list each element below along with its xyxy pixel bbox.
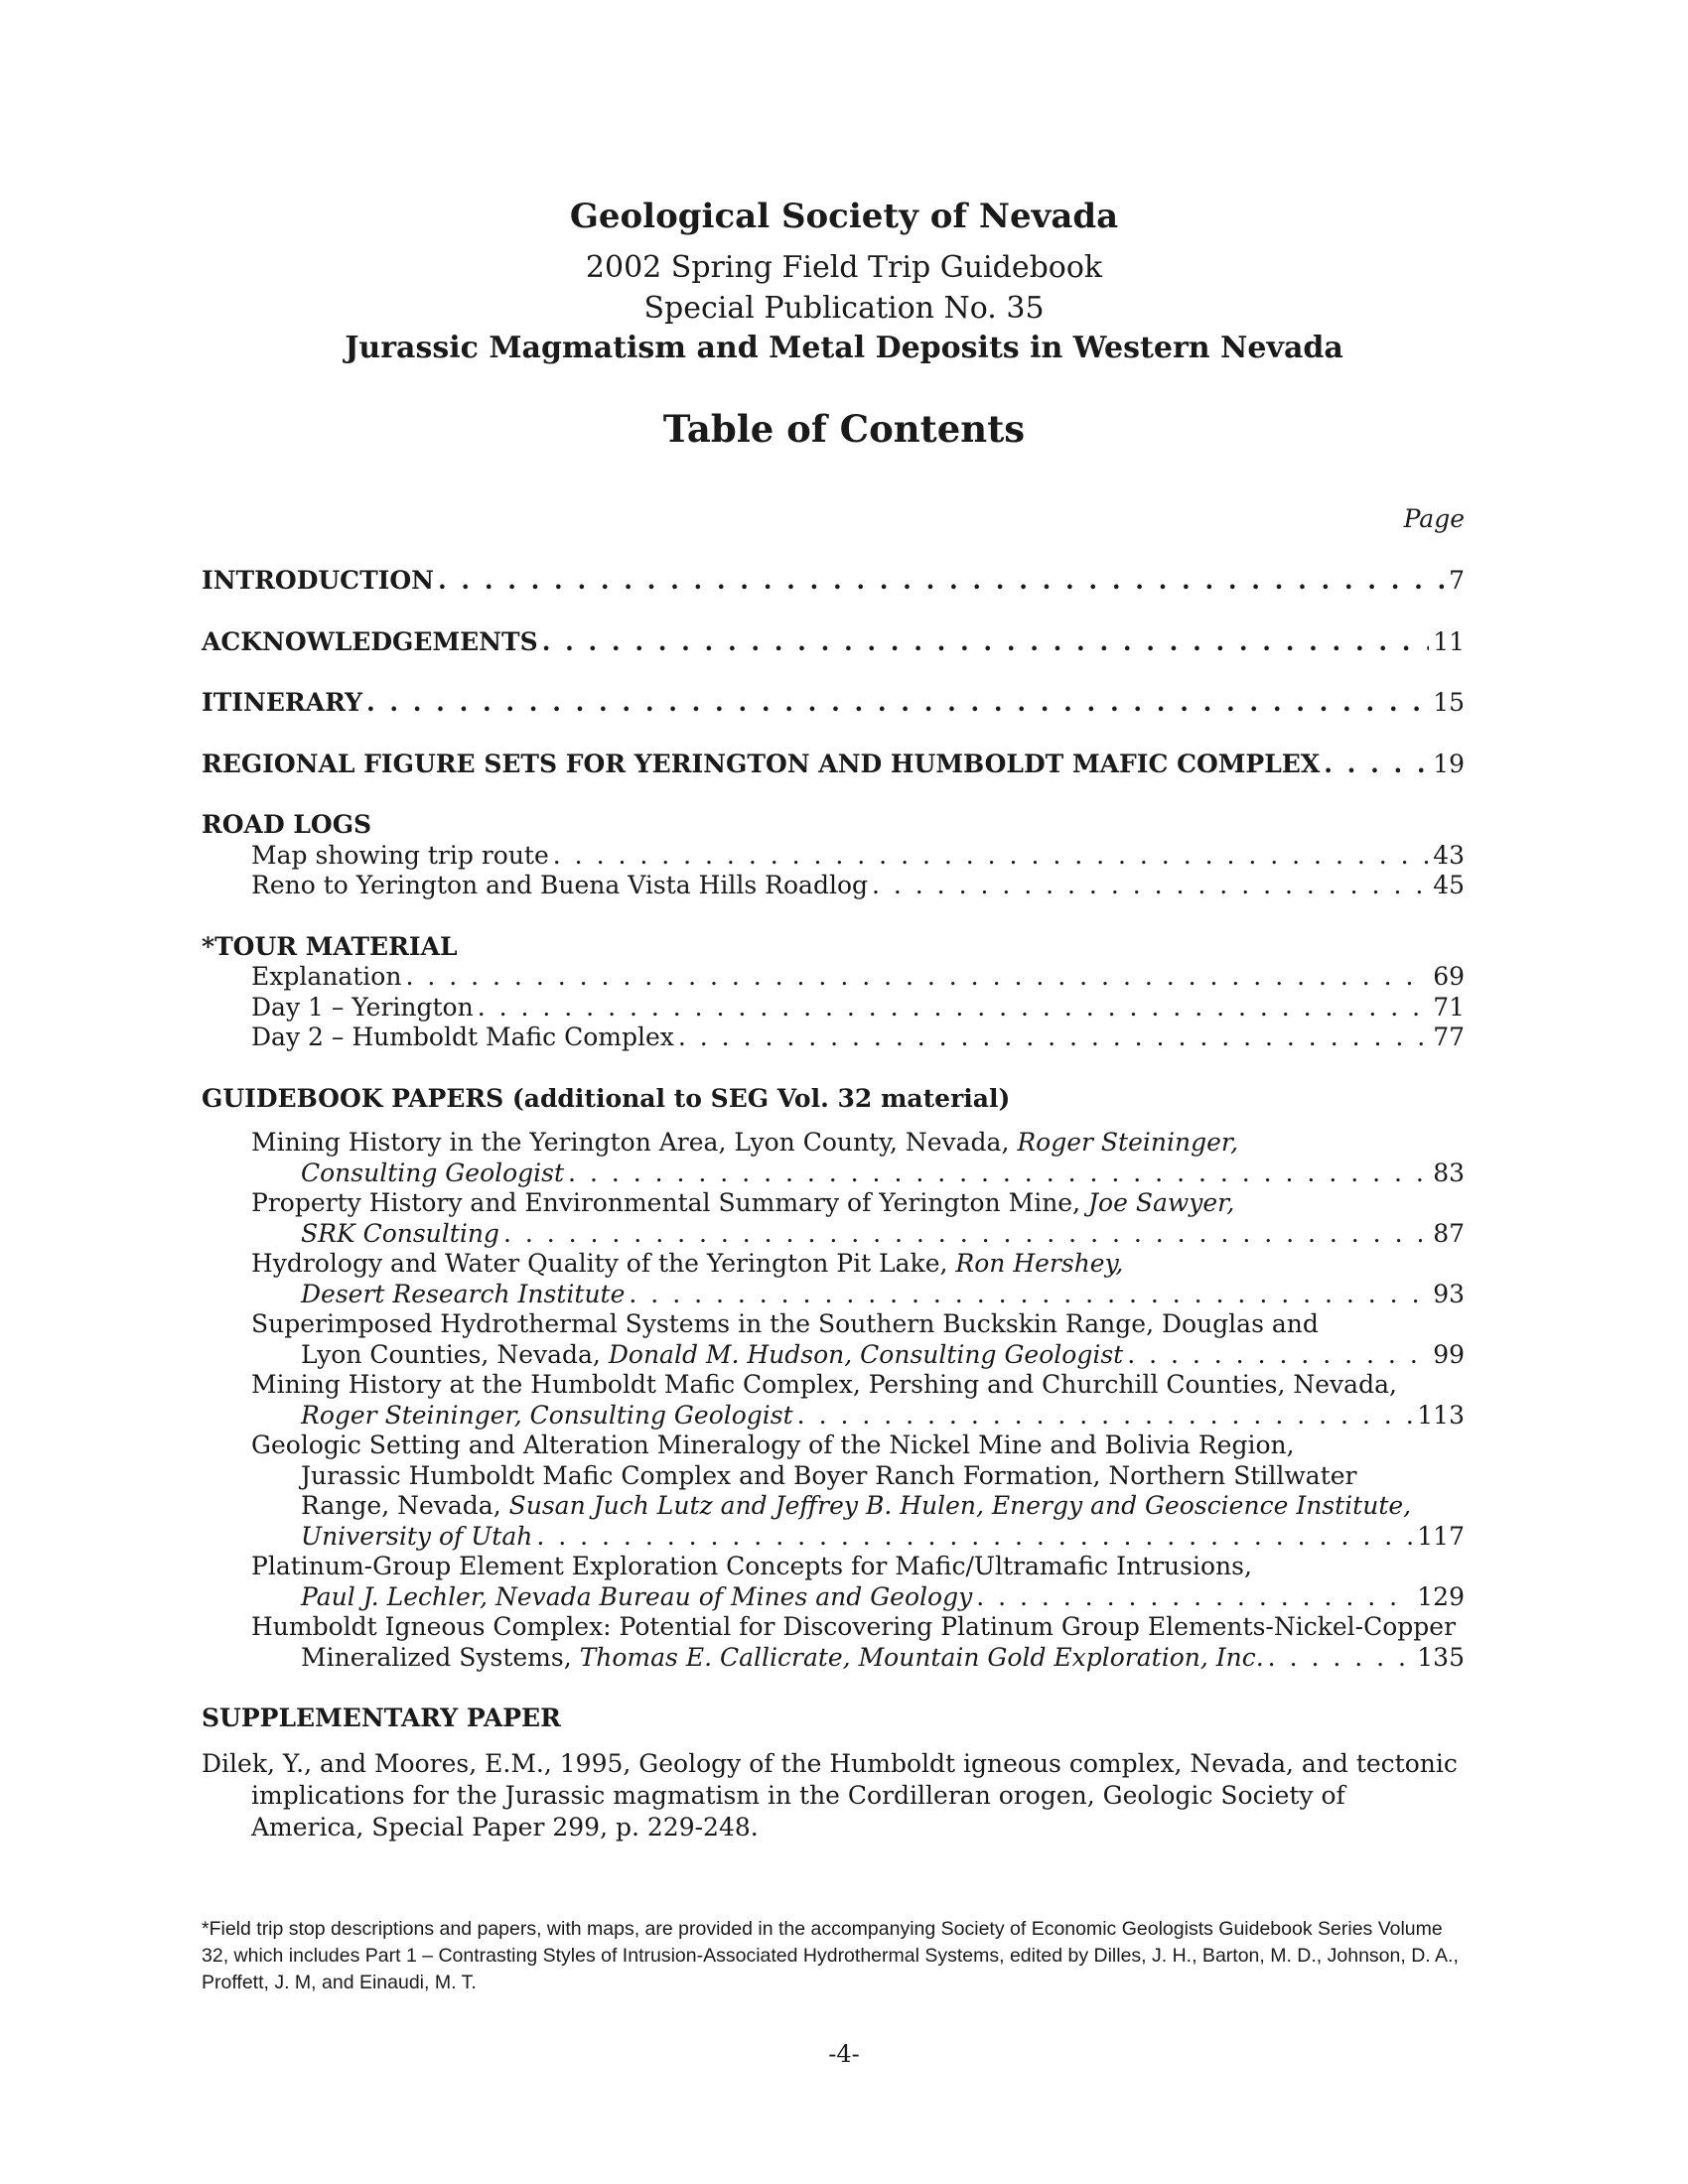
paper-author: Donald M. Hudson, Consulting Geologist: [608, 1339, 1124, 1369]
paper-title: Range, Nevada,: [301, 1491, 501, 1520]
dot-leader: [568, 1159, 1429, 1189]
toc-entry-title: ACKNOWLEDGEMENTS: [202, 626, 538, 656]
dot-leader: [797, 1401, 1414, 1432]
page-column-label: Page: [1403, 504, 1465, 533]
paper-author: Joe Sawyer,: [1088, 1188, 1235, 1217]
paper-last-line: [202, 1643, 1465, 1674]
paper-page: 99: [1433, 1339, 1465, 1369]
tour-material-section: [202, 932, 1465, 1053]
toc-entry-regional-figure-sets[interactable]: [202, 750, 1465, 780]
toc-entry-itinerary[interactable]: [202, 688, 1465, 719]
paper-title-line: Superimposed Hydrothermal Systems in the Southern Buckskin Range, Douglas and: [251, 1309, 1319, 1338]
toc-entry-page: 11: [1433, 626, 1465, 656]
paper-page: 83: [1433, 1158, 1465, 1187]
paper-page: 93: [1433, 1279, 1465, 1308]
paper-title-end: [301, 1643, 1264, 1674]
toc-entry-title: INTRODUCTION: [202, 566, 435, 595]
paper-title-line: Mining History at the Humboldt Mafic Complex, Pershing and Churchill Counties, Nevada,: [251, 1370, 1397, 1399]
toc-heading: Table of Contents: [662, 407, 1026, 451]
toc-subentry-page: 77: [1433, 1023, 1465, 1051]
paper-page: 129: [1417, 1581, 1465, 1611]
section-heading: ROAD LOGS: [202, 810, 372, 839]
paper-author: Paul J. Lechler, Nevada Bureau of Mines and Geology: [301, 1581, 973, 1611]
paper-author: Ron Hershey,: [955, 1249, 1124, 1278]
paper-title: Hydrology and Water Quality of the Yerington Pit Lake,: [251, 1249, 948, 1278]
toc-subentry[interactable]: [202, 993, 1465, 1024]
toc-entry-introduction[interactable]: [202, 566, 1465, 597]
paper-title-end: [301, 1340, 1123, 1371]
paper-author: University of Utah: [301, 1521, 533, 1551]
section-heading: GUIDEBOOK PAPERS (additional to SEG Vol. 32 material): [202, 1083, 1011, 1113]
paper-title-line: [202, 1128, 1465, 1159]
dot-leader: [438, 566, 1445, 597]
paper-entry-yerington-mine[interactable]: [202, 1188, 1465, 1249]
dot-leader: [1324, 750, 1429, 780]
toc-subentry-title: Reno to Yerington and Buena Vista Hills Roadlog: [251, 871, 868, 899]
paper-title: Property History and Environmental Summary of Yerington Mine,: [251, 1188, 1081, 1217]
toc-entry-page: 19: [1433, 749, 1465, 778]
paper-last-line: [202, 1159, 1465, 1189]
dot-leader: [1127, 1340, 1429, 1371]
toc-entry-page: 7: [1449, 566, 1465, 595]
paper-entry-nickel-mine[interactable]: [202, 1431, 1465, 1552]
paper-author: Roger Steininger,: [1017, 1128, 1239, 1157]
section-heading: *TOUR MATERIAL: [202, 931, 458, 961]
paper-title-line: [202, 1188, 1465, 1219]
toc-subentry-page: 69: [1433, 962, 1465, 991]
dot-leader: [503, 1219, 1429, 1250]
supplementary-reference: Dilek, Y., and Moores, E.M., 1995, Geology of the Humboldt igneous complex, Nevada, and tectonic implications for the Jurassic magmatism in the Cordilleran orogen, Geologic Society of America, Special Paper 299, p. 229-248.: [202, 1748, 1458, 1842]
paper-title-line: [202, 1249, 1465, 1280]
paper-author: SRK Consulting: [301, 1218, 499, 1248]
toc-subentry-title: Day 1 – Yerington: [251, 992, 474, 1022]
dot-leader: [629, 1280, 1429, 1310]
footnote: *Field trip stop descriptions and papers, with maps, are provided in the accompanying Society of Economic Geologists Guidebook Series Volume 32, which includes Part 1 – Contrasting Styles of Intrusion-Associated Hydrothermal Systems, edited by Dilles, J. H., Barton, M. D., Johnson, D. A., Proffett, J. M, and Einaudi, M. T.: [202, 1918, 1459, 1993]
dot-leader: [542, 627, 1430, 658]
guidebook-theme: Jurassic Magmatism and Metal Deposits in Western Nevada: [345, 331, 1343, 365]
toc-subentry-page: 45: [1433, 871, 1465, 899]
paper-title: Mining History in the Yerington Area, Lyon County, Nevada,: [251, 1128, 1010, 1157]
paper-entry-buckskin-range[interactable]: [202, 1309, 1465, 1370]
paper-title: Mineralized Systems,: [301, 1642, 572, 1672]
paper-title-line: Platinum-Group Element Exploration Concepts for Mafic/Ultramafic Intrusions,: [251, 1552, 1252, 1580]
guidebook-subtitle: 2002 Spring Field Trip Guidebook: [585, 250, 1103, 285]
paper-entry-pge-concepts[interactable]: [202, 1552, 1465, 1612]
paper-title-line: Jurassic Humboldt Mafic Complex and Boyer Ranch Formation, Northern Stillwater: [301, 1460, 1357, 1490]
road-logs-section: [202, 810, 1465, 901]
toc-subentry-title: Day 2 – Humboldt Mafic Complex: [251, 1023, 674, 1051]
paper-author: Roger Steininger, Consulting Geologist: [301, 1400, 793, 1430]
dot-leader: [405, 962, 1429, 993]
dot-leader: [976, 1582, 1413, 1613]
toc-subentry[interactable]: [202, 871, 1465, 901]
toc-subentry-page: 71: [1433, 992, 1465, 1022]
dot-leader: [536, 1522, 1413, 1553]
paper-last-line: [202, 1340, 1465, 1371]
toc-entry-title: REGIONAL FIGURE SETS FOR YERINGTON AND HUMBOLDT MAFIC COMPLEX: [202, 749, 1321, 778]
section-heading: SUPPLEMENTARY PAPER: [202, 1704, 561, 1732]
paper-last-line: [202, 1280, 1465, 1310]
paper-entry-humboldt-history[interactable]: [202, 1370, 1465, 1431]
page-number: -4-: [828, 2040, 860, 2068]
paper-page: 135: [1417, 1642, 1465, 1672]
toc-entry-acknowledgements[interactable]: [202, 627, 1465, 658]
supplementary-section: [202, 1704, 1465, 1843]
dot-leader: [872, 871, 1429, 901]
toc-subentry[interactable]: [202, 962, 1465, 993]
guidebook-papers-section: [202, 1084, 1465, 1674]
paper-last-line: [202, 1219, 1465, 1250]
paper-page: 87: [1433, 1218, 1465, 1248]
paper-title: Lyon Counties, Nevada,: [301, 1339, 601, 1369]
toc-subentry[interactable]: [202, 841, 1465, 872]
dot-leader: [1268, 1643, 1414, 1674]
dot-leader: [366, 688, 1429, 719]
dot-leader: [553, 841, 1429, 872]
table-of-contents: [202, 566, 1465, 1843]
paper-entry-yerington-history[interactable]: [202, 1128, 1465, 1188]
toc-subentry-title: Map showing trip route: [251, 840, 549, 870]
paper-page: 117: [1417, 1521, 1465, 1551]
publication-number: Special Publication No. 35: [643, 291, 1045, 326]
paper-entry-humboldt-igneous[interactable]: [202, 1612, 1465, 1673]
toc-subentry-page: 43: [1433, 840, 1465, 870]
paper-author: Susan Juch Lutz and Jeffrey B. Hulen, Energy and Geoscience Institute,: [508, 1491, 1412, 1520]
paper-page: 113: [1417, 1400, 1465, 1430]
dot-leader: [678, 1023, 1429, 1053]
paper-last-line: [202, 1401, 1465, 1432]
paper-title-line: [202, 1491, 1465, 1522]
paper-author: Desert Research Institute: [301, 1279, 626, 1308]
toc-subentry-title: Explanation: [251, 962, 402, 991]
dot-leader: [478, 993, 1429, 1024]
paper-entry-pit-lake[interactable]: [202, 1249, 1465, 1309]
organization-title: Geological Society of Nevada: [569, 197, 1119, 236]
paper-author: Thomas E. Callicrate, Mountain Gold Exploration, Inc.: [579, 1642, 1264, 1672]
paper-last-line: [202, 1522, 1465, 1553]
toc-entry-page: 15: [1433, 688, 1465, 717]
paper-title-line: Geologic Setting and Alteration Mineralogy of the Nickel Mine and Bolivia Region,: [251, 1431, 1295, 1459]
toc-entry-title: ITINERARY: [202, 688, 362, 717]
paper-title-line: Humboldt Igneous Complex: Potential for Discovering Platinum Group Elements-Nickel-Copper: [251, 1612, 1457, 1641]
paper-author: Consulting Geologist: [301, 1158, 565, 1187]
toc-subentry[interactable]: [202, 1023, 1465, 1053]
paper-last-line: [202, 1582, 1465, 1613]
